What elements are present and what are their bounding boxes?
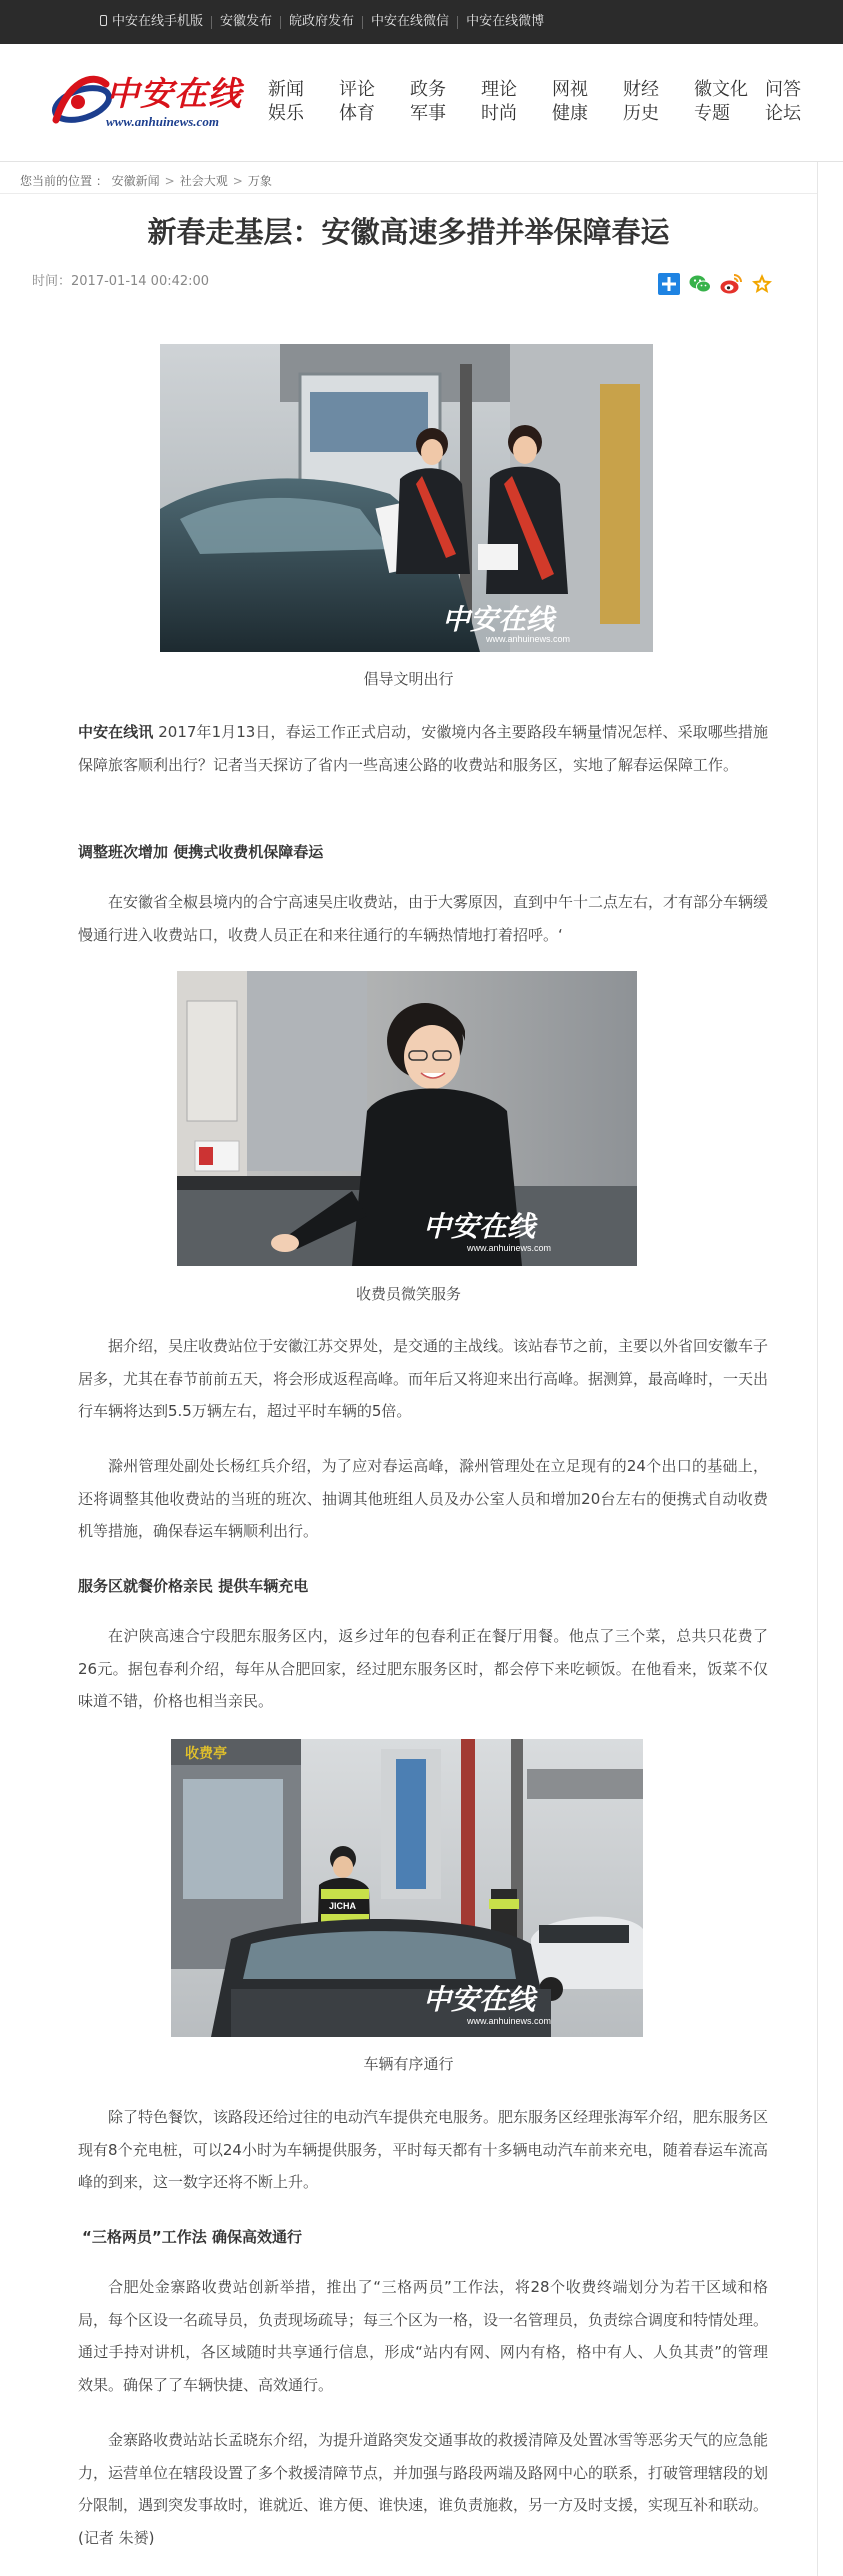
anhui-release-link[interactable]: 安徽发布 <box>220 14 273 29</box>
svg-text:中安在线: 中安在线 <box>423 1983 536 2016</box>
nav-hui-culture[interactable]: 徽文化 <box>694 79 748 100</box>
breadcrumb-divider <box>0 193 817 194</box>
content-right-border <box>817 162 818 2576</box>
nav-health[interactable]: 健康 <box>552 103 588 124</box>
plus-share-icon[interactable] <box>657 272 681 296</box>
favorite-star-icon[interactable] <box>750 272 774 296</box>
nav-history[interactable]: 历史 <box>623 103 659 124</box>
mobile-phone-icon <box>100 15 107 26</box>
nav-group-video <box>552 78 623 126</box>
site-header <box>0 44 843 162</box>
logo-text: 中安在线 <box>106 74 242 113</box>
nav-group-finance <box>623 78 694 126</box>
nav-video[interactable]: 网视 <box>552 79 588 100</box>
nav-group-theory <box>481 78 552 126</box>
photo-caption: 倡导文明出行 <box>363 670 454 688</box>
article-title: 新春走基层：安徽高速多措并举保障春运 <box>147 215 670 249</box>
nav-group-qa <box>765 78 836 126</box>
svg-text:www.anhuinews.com: www.anhuinews.com <box>467 2016 552 2026</box>
article-paragraph: 中安在线讯 2017年1月13日，春运工作正式启动，安徽境内各主要路段车辆量情况怎样、采取哪些措施保障旅客顺利出行？记者当天探访了省内一些高速公路的收费站和服务区，实地了解春运保障工作。 <box>78 723 768 774</box>
publish-time: 时间：2017-01-14 00:42:00 <box>32 274 210 289</box>
article-paragraph: 在沪陕高速合宁段肥东服务区内，返乡过年的包春利正在餐厅用餐。他点了三个菜，总共只花费了26元。据包春利介绍，每年从合肥回家，经过肥东服务区时，都会停下来吃顿饭。在他看来，饭菜不仅味道不错，价格也相当亲民。 <box>78 1627 768 1710</box>
article-paragraph: 据介绍，吴庄收费站位于安徽江苏交界处，是交通的主战线。该站春节之前，主要以外省回安徽车子居多，尤其在春节前前五天，将会形成返程高峰。而年后又将迎来出行高峰。据测算，最高峰时，一天出行车辆将达到5.5万辆左右，超过平时车辆的5倍。 <box>78 1337 769 1420</box>
vest-text: JICHA <box>329 1901 357 1911</box>
nav-group-culture <box>694 78 765 126</box>
logo-emblem-icon <box>48 64 112 140</box>
svg-text:www.anhuinews.com: www.anhuinews.com <box>467 1243 552 1253</box>
svg-text:中安在线: 中安在线 <box>442 603 555 636</box>
nav-military[interactable]: 军事 <box>410 103 446 124</box>
top-links <box>92 0 552 44</box>
nav-qa[interactable]: 问答 <box>765 79 801 100</box>
weibo-icon[interactable] <box>719 272 743 296</box>
government-release-link[interactable]: 皖政府发布 <box>289 14 355 29</box>
nav-group-news <box>268 78 339 126</box>
share-toolbar <box>657 272 774 296</box>
nav-finance[interactable]: 财经 <box>623 79 659 100</box>
article-paragraph: 除了特色餐饮，该路段还给过往的电动汽车提供充电服务。肥东服务区经理张海军介绍，肥东服务区现有8个充电桩，可以24小时为车辆提供服务，平时每天都有十多辆电动汽车前来充电，随着春运车流高峰的到来，这一数字还将不断上升。 <box>78 2108 769 2191</box>
breadcrumb-separator: > <box>164 174 175 188</box>
photo-caption: 车辆有序通行 <box>363 2055 454 2073</box>
article-paragraph: 滁州管理处副处长杨红兵介绍，为了应对春运高峰，滁州管理处在立足现有的24个出口的基础上，还将调整其他收费站的当班的班次、抽调其他班组人员及办公室人员和增加20台左右的便携式自动收费机等措施，确保春运车辆顺利出行。 <box>78 1457 768 1540</box>
photo-toll-collector-smiling <box>177 971 637 1266</box>
nav-politics[interactable]: 政务 <box>410 79 446 100</box>
nav-comment[interactable]: 评论 <box>339 79 375 100</box>
photo-civilized-travel <box>160 344 653 652</box>
breadcrumb-prefix: 您当前的位置 ： <box>20 174 108 188</box>
nav-forum[interactable]: 论坛 <box>765 103 801 124</box>
booth-sign-text: 收费亭 <box>185 1746 227 1762</box>
photo-cars-passing-toll <box>171 1739 643 2037</box>
photo-orderly-traffic <box>171 1739 643 2037</box>
breadcrumb-wanxiang[interactable]: 万象 <box>247 174 272 188</box>
photo-smiling-service <box>177 971 637 1266</box>
breadcrumb-society[interactable]: 社会大观 <box>179 174 228 188</box>
article-paragraph: 合肥处金寨路收费站创新举措，推出了“三格两员”工作法，将28个收费终端划分为若干区域和格局，每个区设一名疏导员，负责现场疏导；每三个区为一格，设一名管理员，负责综合调度和特情处理。通过手持对讲机，各区域随时共享通行信息，形成“站内有网、网内有格，格中有人、人负其责”的管理效果。确保了了车辆快捷、高效通行。 <box>78 2278 769 2394</box>
wechat-link[interactable]: 中安在线微信 <box>371 14 450 29</box>
breadcrumb-anhui-news[interactable]: 安徽新闻 <box>111 174 160 188</box>
photo-toll-staff-greeting <box>160 344 653 652</box>
nav-group-comment <box>339 78 410 126</box>
top-utility-bar <box>0 0 843 44</box>
article-paragraph: 在安徽省全椒县境内的合宁高速吴庄收费站，由于大雾原因，直到中午十二点左右，才有部分车辆缓慢通行进入收费站口，收费人员正在和来往通行的车辆热情地打着招呼。‘ <box>78 893 769 944</box>
nav-group-politics <box>410 78 481 126</box>
nav-topics[interactable]: 专题 <box>694 103 730 124</box>
mobile-version-link[interactable]: 中安在线手机版 <box>92 0 211 44</box>
nav-news[interactable]: 新闻 <box>268 79 304 100</box>
article-paragraph: 金寨路收费站站长孟晓东介绍，为提升道路突发交通事故的救援清障及处置冰雪等恶劣天气的应急能力，运营单位在辖段设置了多个救援清障节点，并加强与路段两端及路网中心的联系，打破管理辖段的划分限制，遇到突发事故时，谁就近、谁方便、谁快速，谁负责施救，另一方及时支援，实现互补和联动。(记者 朱赟) <box>78 2431 769 2547</box>
svg-text:中安在线: 中安在线 <box>423 1210 536 1243</box>
weibo-link[interactable]: 中安在线微博 <box>466 14 545 29</box>
nav-entertainment[interactable]: 娱乐 <box>268 103 304 124</box>
section-heading: 服务区就餐价格亲民 提供车辆充电 <box>78 1577 309 1595</box>
source-lead: 中安在线讯 <box>78 723 154 741</box>
section-heading: 调整班次增加 便携式收费机保障春运 <box>78 843 324 861</box>
site-logo[interactable] <box>48 64 258 140</box>
breadcrumb-separator: > <box>232 174 243 188</box>
nav-sports[interactable]: 体育 <box>339 103 375 124</box>
photo-caption: 收费员微笑服务 <box>355 1285 461 1303</box>
svg-text:www.anhuinews.com: www.anhuinews.com <box>486 634 571 644</box>
main-nav <box>268 78 836 126</box>
section-heading: “三格两员”工作法 确保高效通行 <box>82 2228 302 2246</box>
nav-fashion[interactable]: 时尚 <box>481 103 517 124</box>
nav-theory[interactable]: 理论 <box>481 79 517 100</box>
breadcrumb <box>20 172 272 189</box>
logo-url: www.anhuinews.com <box>106 114 219 129</box>
wechat-icon[interactable] <box>688 272 712 296</box>
